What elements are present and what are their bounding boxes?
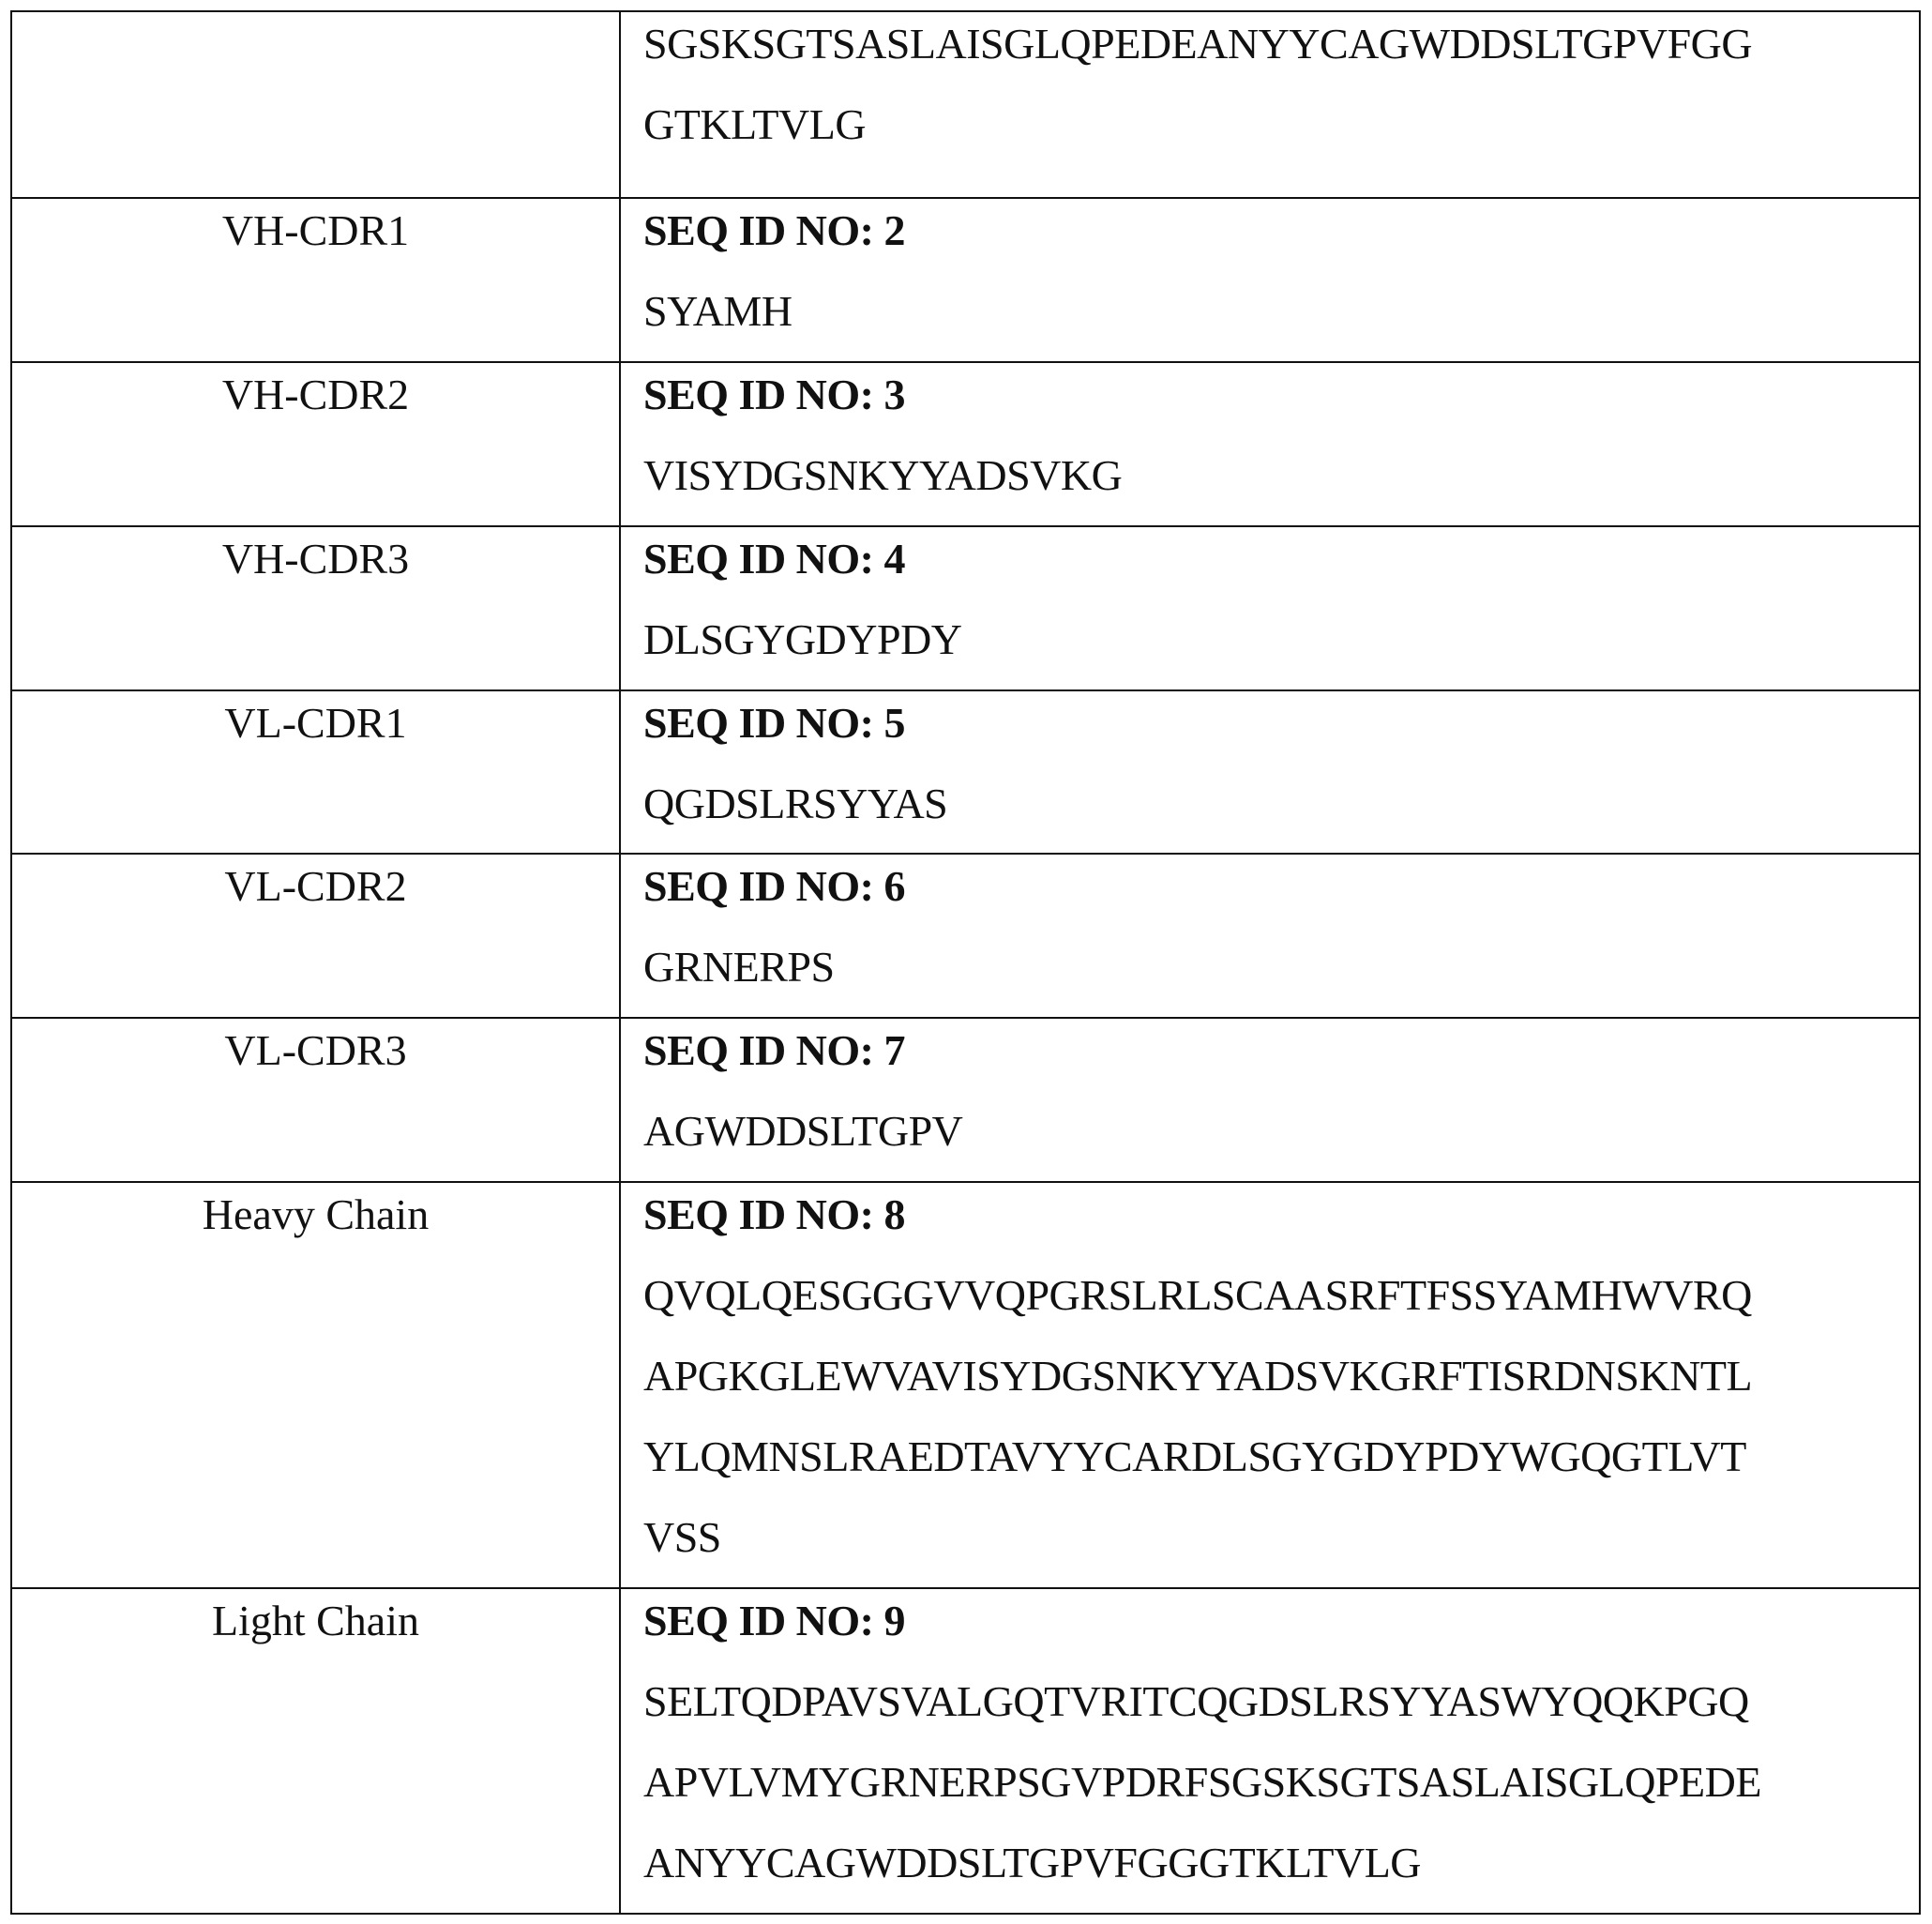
sequence-cell — [620, 362, 1920, 526]
sequence-line: DLSGYGDYPDY — [643, 599, 1919, 680]
region-label: VL-CDR1 — [12, 683, 619, 764]
table-row — [11, 690, 1920, 854]
sequence-cell — [620, 690, 1920, 854]
seq-id-heading: SEQ ID NO: 3 — [643, 355, 1919, 435]
region-label: Heavy Chain — [12, 1174, 619, 1255]
sequence-line: SYAMH — [643, 271, 1919, 352]
sequence-line: APGKGLEWVAVISYDGSNKYYADSVKGRFTISRDNSKNTL — [643, 1336, 1919, 1416]
region-label-cell — [11, 11, 620, 198]
sequence-line: GRNERPS — [643, 927, 1919, 1007]
region-label-cell — [11, 854, 620, 1018]
sequence-cell — [620, 1182, 1920, 1588]
sequence-line: VSS — [643, 1497, 1919, 1578]
sequence-cell — [620, 526, 1920, 690]
seq-id-heading: SEQ ID NO: 6 — [643, 846, 1919, 927]
sequence-line: YLQMNSLRAEDTAVYYCARDLSGYGDYPDYWGQGTLVT — [643, 1416, 1919, 1497]
sequence-cell — [620, 854, 1920, 1018]
region-label-cell — [11, 690, 620, 854]
sequence-line: SELTQDPAVSVALGQTVRITCQGDSLRSYYASWYQQKPGQ — [643, 1661, 1919, 1742]
region-label: VH-CDR1 — [12, 190, 619, 271]
sequence-line: QGDSLRSYYAS — [643, 764, 1919, 844]
region-label-cell — [11, 1588, 620, 1914]
sequence-line: VISYDGSNKYYADSVKG — [643, 435, 1919, 516]
seq-id-heading: SEQ ID NO: 5 — [643, 683, 1919, 764]
table-row — [11, 11, 1920, 198]
region-label: VH-CDR3 — [12, 519, 619, 599]
region-label: Light Chain — [12, 1581, 619, 1661]
seq-id-heading: SEQ ID NO: 9 — [643, 1581, 1919, 1661]
table-row — [11, 854, 1920, 1018]
region-label: VL-CDR2 — [12, 846, 619, 927]
sequence-line: QVQLQESGGGVVQPGRSLRLSCAASRFTFSSYAMHWVRQ — [643, 1255, 1919, 1336]
region-label-cell — [11, 198, 620, 362]
sequence-line: APVLVMYGRNERPSGVPDRFSGSKSGTSASLAISGLQPEDE — [643, 1742, 1919, 1823]
table-row — [11, 1588, 1920, 1914]
sequence-cell — [620, 198, 1920, 362]
table-row — [11, 362, 1920, 526]
table-row — [11, 526, 1920, 690]
sequence-line: AGWDDSLTGPV — [643, 1091, 1919, 1172]
sequence-cell — [620, 1018, 1920, 1182]
sequence-line: SGSKSGTSASLAISGLQPEDEANYYCAGWDDSLTGPVFGG — [643, 4, 1919, 84]
sequence-cell — [620, 11, 1920, 198]
region-label-cell — [11, 362, 620, 526]
region-label-cell — [11, 526, 620, 690]
sequence-line: ANYYCAGWDDSLTGPVFGGGTKLTVLG — [643, 1823, 1919, 1903]
region-label: VL-CDR3 — [12, 1010, 619, 1091]
seq-id-heading: SEQ ID NO: 8 — [643, 1174, 1919, 1255]
table-row — [11, 1182, 1920, 1588]
table-row — [11, 1018, 1920, 1182]
sequence-table — [10, 10, 1921, 1915]
seq-id-heading: SEQ ID NO: 7 — [643, 1010, 1919, 1091]
sequence-line: GTKLTVLG — [643, 84, 1919, 165]
seq-id-heading: SEQ ID NO: 4 — [643, 519, 1919, 599]
region-label-cell — [11, 1018, 620, 1182]
region-label: VH-CDR2 — [12, 355, 619, 435]
seq-id-heading: SEQ ID NO: 2 — [643, 190, 1919, 271]
sequence-cell — [620, 1588, 1920, 1914]
region-label-cell — [11, 1182, 620, 1588]
table-row — [11, 198, 1920, 362]
